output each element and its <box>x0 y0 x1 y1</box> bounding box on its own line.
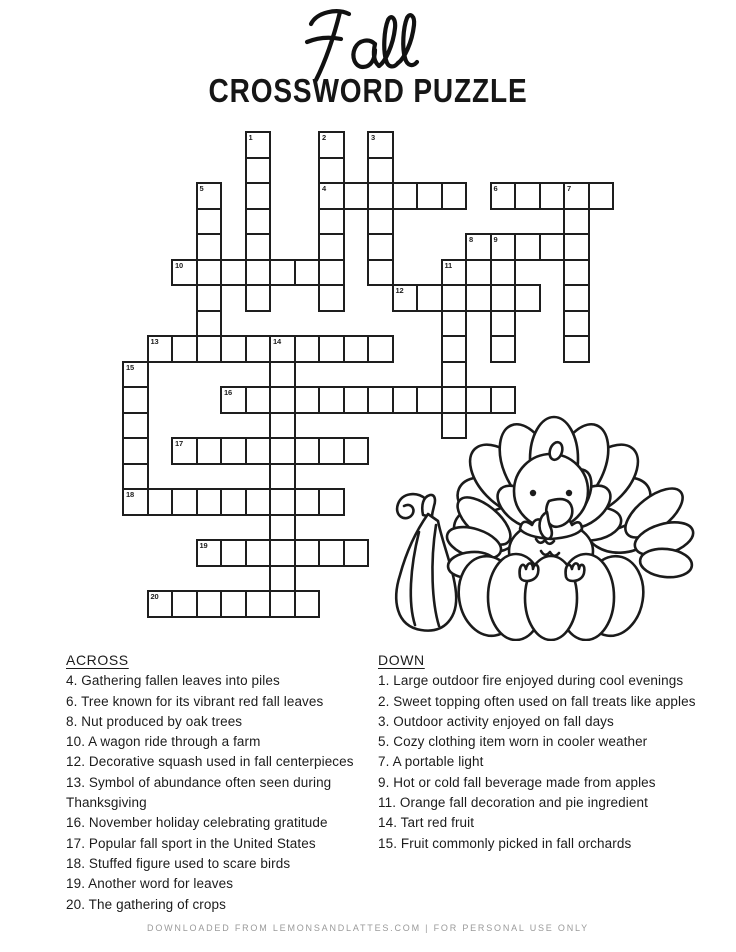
clue-item: 1. Large outdoor fire enjoyed during cool evenings <box>378 673 684 689</box>
grid-cell <box>318 233 345 261</box>
grid-cell-number: 19 <box>199 541 208 550</box>
grid-cell <box>367 335 394 363</box>
clue-item: 12. Decorative squash used in fall centerpieces <box>66 754 354 770</box>
grid-cell <box>122 437 149 465</box>
across-heading: ACROSS <box>66 652 129 668</box>
grid-cell <box>318 131 345 159</box>
clue-item: 7. A portable light <box>378 754 484 770</box>
down-heading: DOWN <box>378 652 425 668</box>
across-clue-list <box>66 671 382 915</box>
grid-cell <box>416 182 443 210</box>
turkey-left-eye <box>530 490 536 496</box>
grid-cell <box>196 233 223 261</box>
grid-cell <box>147 335 174 363</box>
grid-cell <box>269 590 296 618</box>
grid-cell <box>343 539 370 567</box>
gourd <box>396 514 456 631</box>
grid-cell <box>539 182 566 210</box>
clue-item: 18. Stuffed figure used to scare birds <box>66 855 291 871</box>
grid-cell <box>122 463 149 491</box>
grid-cell <box>416 386 443 414</box>
grid-cell <box>490 310 517 338</box>
grid-cell <box>490 233 517 261</box>
grid-cell <box>367 182 394 210</box>
grid-cell <box>196 310 223 338</box>
grid-cell-number: 15 <box>126 362 134 372</box>
grid-cell <box>269 463 296 491</box>
grid-cell <box>147 488 174 516</box>
grid-cell <box>196 590 223 618</box>
grid-cell <box>514 233 541 261</box>
grid-cell-number: 1 <box>248 133 253 142</box>
grid-cell <box>318 157 345 185</box>
grid-cell <box>392 182 419 210</box>
grid-cell <box>441 361 468 389</box>
grid-cell <box>245 488 272 516</box>
grid-cell <box>490 284 517 312</box>
grid-cell <box>269 386 296 414</box>
grid-cell <box>122 412 149 440</box>
page-title: CROSSWORD PUZZLE <box>208 72 528 109</box>
grid-cell <box>441 284 468 312</box>
grid-cell <box>318 208 345 236</box>
grid-cell-number: 9 <box>493 235 498 244</box>
grid-cell <box>245 590 272 618</box>
grid-cell <box>245 208 272 236</box>
grid-cell-number: 11 <box>444 260 453 270</box>
grid-cell-number: 13 <box>150 337 159 346</box>
grid-cell <box>147 590 174 618</box>
clue-item: 14. Tart red fruit <box>378 815 475 831</box>
clue-item: 17. Popular fall sport in the United States <box>66 835 316 851</box>
grid-cell <box>563 208 590 236</box>
grid-cell <box>563 335 590 363</box>
turkey-pumpkin-illustration <box>386 413 716 641</box>
grid-cell <box>318 539 345 567</box>
grid-cell <box>343 335 370 363</box>
grid-cell <box>514 284 541 312</box>
pumpkin <box>453 552 649 640</box>
clue-item: 6. Tree known for its vibrant red fall leaves <box>66 693 324 709</box>
grid-cell <box>465 233 492 261</box>
clue-item: 20. The gathering of crops <box>66 896 226 912</box>
grid-cell <box>563 259 590 287</box>
grid-cell <box>318 182 345 210</box>
across-clues-section <box>66 650 382 915</box>
clue-item: 8. Nut produced by oak trees <box>66 713 243 729</box>
grid-cell <box>318 284 345 312</box>
grid-cell-number: 14 <box>273 337 281 346</box>
grid-cell <box>196 182 223 210</box>
grid-cell <box>539 233 566 261</box>
grid-cell <box>490 335 517 363</box>
grid-cell-number: 5 <box>199 184 204 193</box>
grid-cell <box>490 386 517 414</box>
grid-cell-number: 10 <box>175 260 183 270</box>
grid-cell <box>196 335 223 363</box>
grid-cell <box>588 182 615 210</box>
grid-cell <box>171 437 198 465</box>
grid-cell <box>269 565 296 593</box>
grid-cell <box>318 386 345 414</box>
grid-cell <box>245 182 272 210</box>
grid-cell <box>269 514 296 542</box>
grid-cell-number: 2 <box>322 133 326 142</box>
grid-cell <box>563 233 590 261</box>
clue-item: 3. Outdoor activity enjoyed on fall days <box>378 713 614 729</box>
grid-cell <box>294 386 321 414</box>
grid-cell-number: 7 <box>567 184 571 193</box>
grid-cell-number: 8 <box>469 235 473 244</box>
grid-cell-number: 18 <box>126 490 134 499</box>
grid-cell <box>392 386 419 414</box>
grid-cell <box>269 259 296 287</box>
clue-item: 10. A wagon ride through a farm <box>66 734 261 750</box>
grid-cell <box>220 590 247 618</box>
grid-cell <box>220 386 247 414</box>
clue-item: 16. November holiday celebrating gratitude <box>66 815 328 831</box>
clue-item: 9. Hot or cold fall beverage made from apples <box>378 774 656 790</box>
grid-cell <box>245 259 272 287</box>
grid-cell <box>196 539 223 567</box>
grid-cell <box>294 539 321 567</box>
grid-cell <box>416 284 443 312</box>
grid-cell <box>220 437 247 465</box>
grid-cell <box>343 386 370 414</box>
grid-cell <box>220 488 247 516</box>
grid-cell <box>269 335 296 363</box>
grid-cell <box>563 284 590 312</box>
grid-cell-number: 20 <box>150 592 159 601</box>
grid-cell <box>196 437 223 465</box>
down-clues-section <box>378 650 710 854</box>
grid-cell <box>490 259 517 287</box>
grid-cell <box>563 310 590 338</box>
grid-cell <box>294 590 321 618</box>
grid-cell <box>367 259 394 287</box>
grid-cell-number: 3 <box>371 133 375 142</box>
grid-cell <box>122 386 149 414</box>
grid-cell <box>122 361 149 389</box>
grid-cell <box>269 437 296 465</box>
grid-cell <box>269 539 296 567</box>
grid-cell <box>245 386 272 414</box>
grid-cell <box>220 539 247 567</box>
grid-cell <box>269 412 296 440</box>
grid-cell <box>171 590 198 618</box>
grid-cell <box>465 386 492 414</box>
grid-cell <box>563 182 590 210</box>
grid-cell <box>318 437 345 465</box>
grid-cell-number: 12 <box>395 286 404 295</box>
grid-cell-number: 17 <box>175 439 183 448</box>
grid-cell <box>245 437 272 465</box>
grid-cell-number: 16 <box>224 388 232 397</box>
grid-cell <box>367 208 394 236</box>
grid-cell <box>269 361 296 389</box>
grid-cell <box>171 335 198 363</box>
grid-cell <box>367 157 394 185</box>
grid-cell <box>343 182 370 210</box>
grid-cell <box>171 488 198 516</box>
grid-cell <box>245 157 272 185</box>
down-clue-list <box>378 671 710 854</box>
grid-cell <box>220 335 247 363</box>
grid-cell <box>367 386 394 414</box>
grid-cell <box>245 131 272 159</box>
grid-cell <box>294 488 321 516</box>
footer-credit: DOWNLOADED FROM LEMONSANDLATTES.COM | FOR PERSONAL USE ONLY <box>147 923 589 933</box>
grid-cell-number: 6 <box>493 184 498 193</box>
grid-cell <box>294 259 321 287</box>
grid-cell <box>245 284 272 312</box>
grid-cell <box>318 259 345 287</box>
clue-item: 15. Fruit commonly picked in fall orchards <box>378 835 632 851</box>
turkey-right-foot <box>566 563 585 581</box>
grid-cell <box>245 233 272 261</box>
grid-cell <box>245 539 272 567</box>
grid-cell <box>441 259 468 287</box>
grid-cell <box>514 182 541 210</box>
turkey-right-eye <box>566 490 572 496</box>
grid-cell <box>367 233 394 261</box>
clue-item: 2. Sweet topping often used on fall treats like apples <box>378 693 696 709</box>
grid-cell <box>196 488 223 516</box>
grid-cell <box>343 437 370 465</box>
grid-cell <box>441 182 468 210</box>
clue-item: 4. Gathering fallen leaves into piles <box>66 673 280 689</box>
grid-cell <box>122 488 149 516</box>
grid-cell <box>490 182 517 210</box>
grid-cell <box>196 259 223 287</box>
grid-cell <box>392 284 419 312</box>
clue-item: 11. Orange fall decoration and pie ingredient <box>378 795 648 811</box>
grid-cell-number: 4 <box>322 184 326 193</box>
clue-item: 13. Symbol of abundance often seen during Thanksgiving <box>66 774 332 811</box>
grid-cell <box>294 437 321 465</box>
clue-item: 5. Cozy clothing item worn in cooler weather <box>378 734 648 750</box>
grid-cell <box>441 386 468 414</box>
grid-cell <box>294 335 321 363</box>
grid-cell <box>196 284 223 312</box>
grid-cell <box>441 310 468 338</box>
grid-cell <box>441 335 468 363</box>
turkey-left-foot <box>520 563 539 581</box>
grid-cell <box>465 284 492 312</box>
grid-cell <box>245 335 272 363</box>
grid-cell <box>318 335 345 363</box>
grid-cell <box>171 259 198 287</box>
grid-cell <box>269 488 296 516</box>
grid-cell <box>367 131 394 159</box>
grid-cell <box>196 208 223 236</box>
grid-cell <box>318 488 345 516</box>
clue-item: 19. Another word for leaves <box>66 876 234 892</box>
grid-cell <box>220 259 247 287</box>
